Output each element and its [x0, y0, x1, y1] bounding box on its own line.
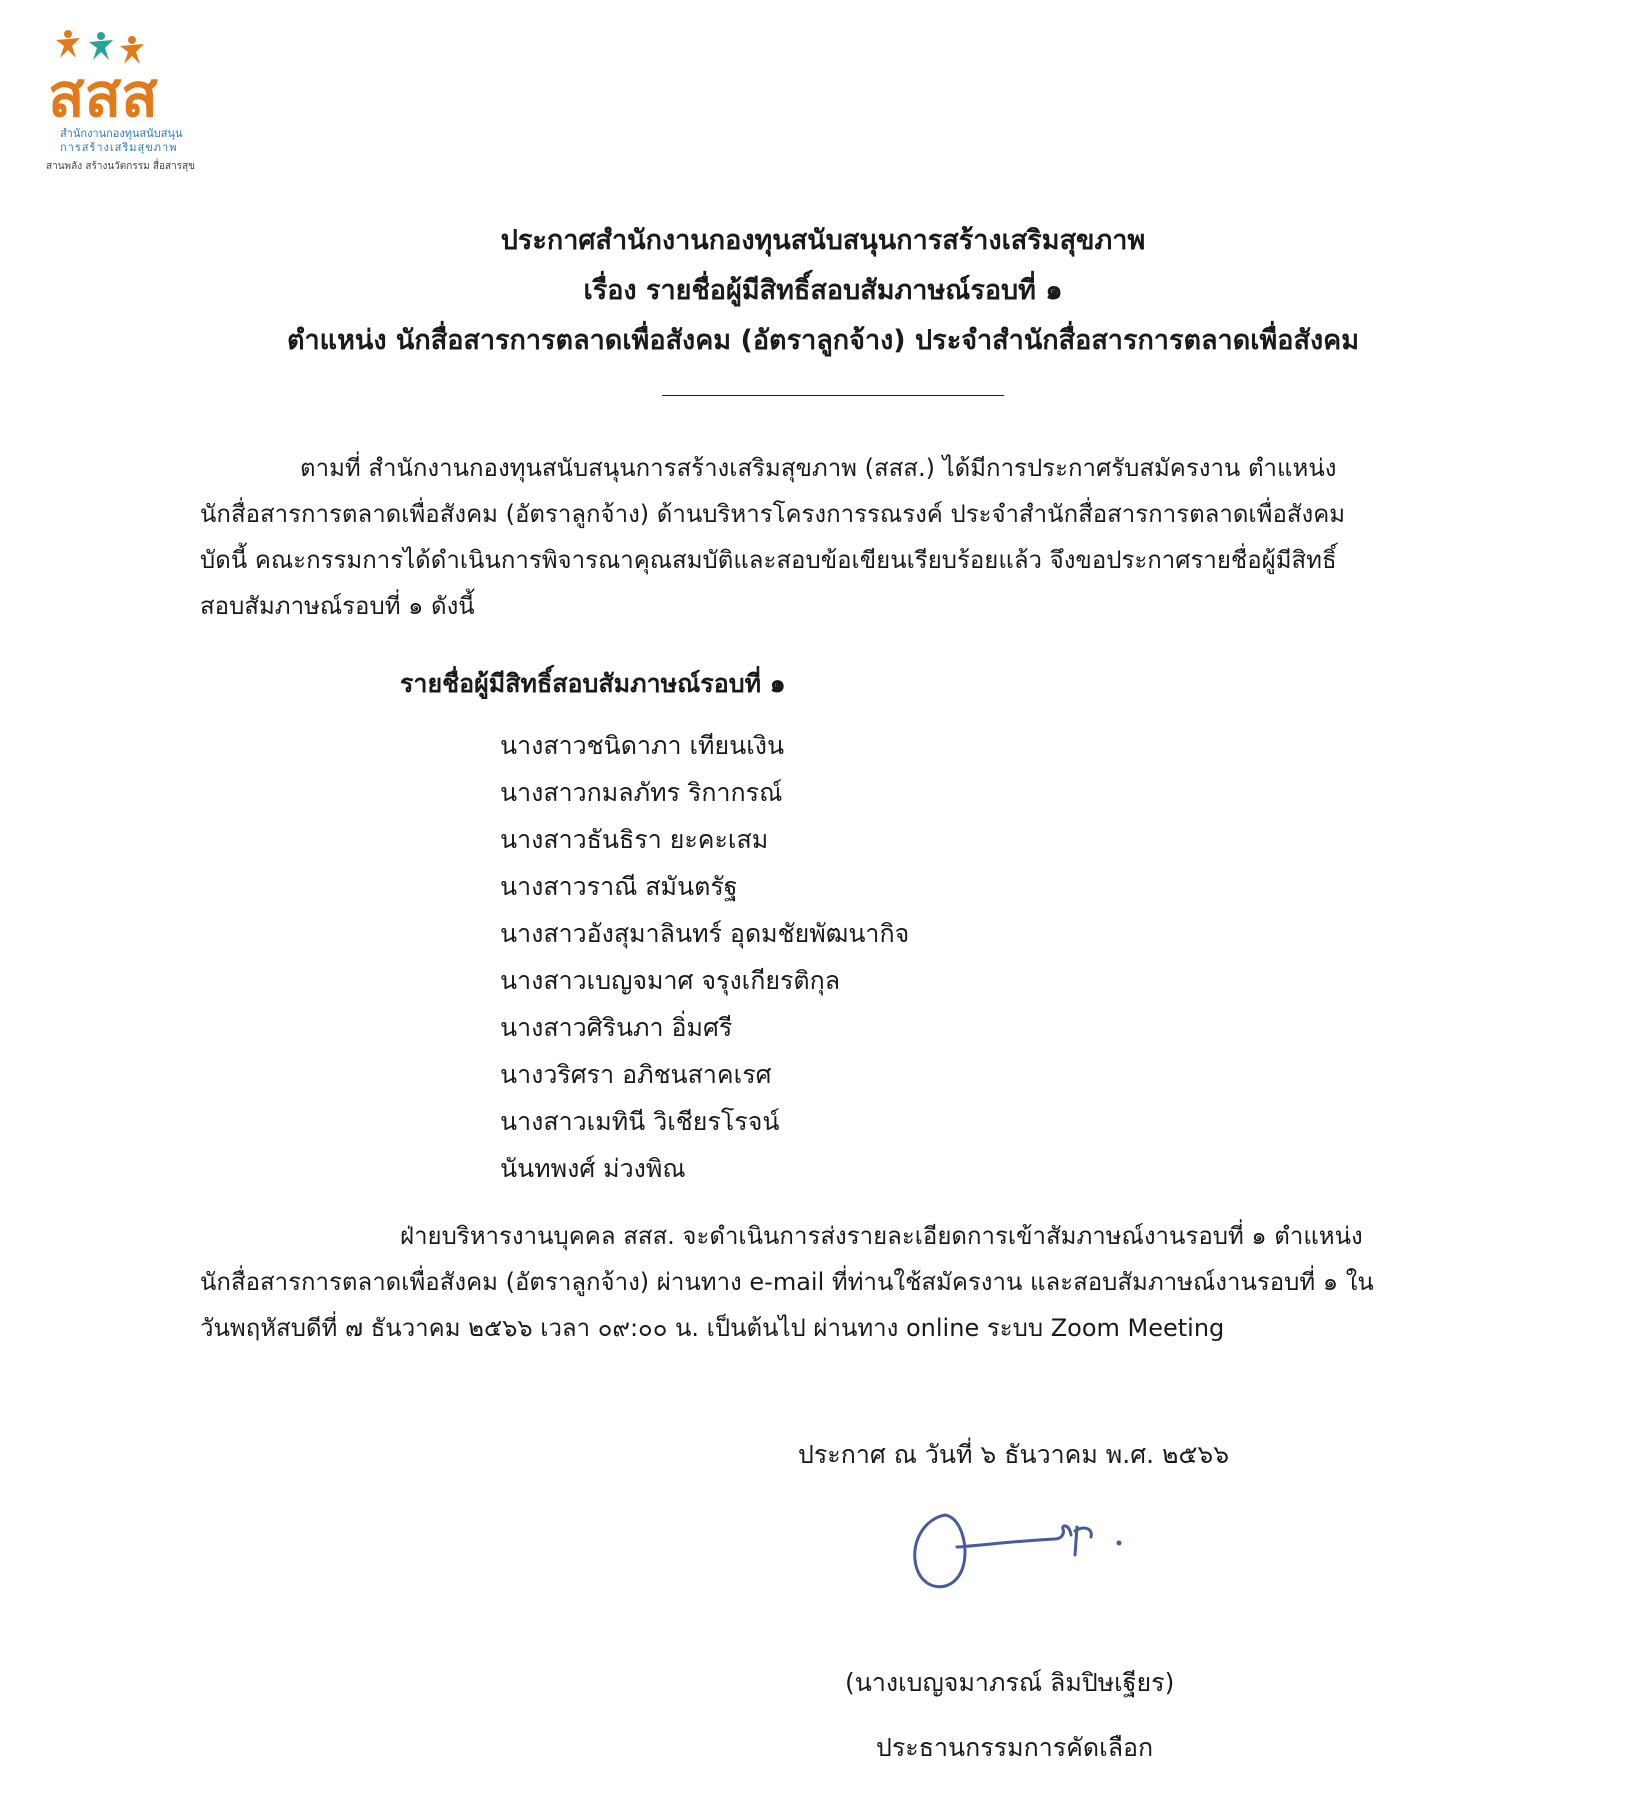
candidate-name: นางสาวเบญจมาศ จรุงเกียรติกุล	[500, 966, 841, 995]
slogan-part-1: สานพลัง	[46, 161, 83, 172]
candidate-name: นางสาวชนิดาภา เทียนเงิน	[500, 731, 785, 760]
candidate-name: นางสาวศิรินภา อิ่มศรี	[500, 1013, 733, 1042]
logo-wordmark: สสส	[48, 61, 158, 124]
candidate-name: นางวริศรา อภิชนสาคเรศ	[500, 1060, 772, 1089]
announcement-subject: เรื่อง รายชื่อผู้มีสิทธิ์สอบสัมภาษณ์รอบที่ ๑	[583, 275, 1063, 306]
details-line: วันพฤหัสบดีที่ ๗ ธันวาคม ๒๕๖๖ เวลา ๐๙:๐๐ น. เป็นต้นไป ผ่านทาง online ระบบ Zoom Meeting	[200, 1314, 1225, 1342]
candidate-name: นางสาวราณี สมันตรัฐ	[500, 872, 738, 901]
signer-role: ประธานกรรมการคัดเลือก	[876, 1733, 1154, 1762]
candidate-name: นางสาวอังสุมาลินทร์ อุดมชัยพัฒนากิจ	[500, 919, 910, 948]
candidate-name: นางสาวกมลภัทร ริกากรณ์	[500, 778, 783, 807]
candidate-name: นางสาวเมทินี วิเชียรโรจน์	[500, 1107, 780, 1136]
candidate-list-heading: รายชื่อผู้มีสิทธิ์สอบสัมภาษณ์รอบที่ ๑	[400, 669, 786, 698]
details-paragraph	[200, 1213, 1450, 1351]
announcement-date: ประกาศ ณ วันที่ ๖ ธันวาคม พ.ศ. ๒๕๖๖	[798, 1440, 1230, 1469]
intro-paragraph	[200, 445, 1450, 629]
figure-icon-right	[120, 36, 144, 64]
candidate-name: นางสาวธันธิรา ยะคะเสม	[500, 825, 769, 854]
intro-line: นักสื่อสารการตลาดเพื่อสังคม (อัตราลูกจ้าง) ด้านบริหารโครงการรณรงค์ ประจำสำนักสื่อสารการตลาดเพื่อสังคม	[200, 500, 1346, 528]
slogan-part-3: สื่อสารสุข	[152, 161, 195, 172]
organization-logo	[46, 28, 216, 178]
logo-graphic	[46, 28, 216, 124]
details-line: นักสื่อสารการตลาดเพื่อสังคม (อัตราลูกจ้าง) ผ่านทาง e-mail ที่ท่านใช้สมัครงาน และสอบสัมภาษณ์งานรอบที่ ๑ ใน	[200, 1268, 1374, 1296]
logo-org-line2: การสร้างเสริมสุขภาพ	[60, 141, 178, 154]
details-line: ฝ่ายบริหารงานบุคคล สสส. จะดำเนินการส่งรายละเอียดการเข้าสัมภาษณ์งานรอบที่ ๑ ตำแหน่ง	[400, 1222, 1363, 1250]
signer-name: (นางเบญจมาภรณ์ ลิมปิษเฐียร)	[845, 1668, 1175, 1697]
figure-icon-center	[89, 32, 113, 60]
slogan-part-2: สร้างนวัตกรรม	[85, 161, 150, 172]
announcement-title: ประกาศสำนักงานกองทุนสนับสนุนการสร้างเสริมสุขภาพ	[500, 225, 1146, 256]
candidate-list	[500, 722, 909, 1192]
announcement-position: ตำแหน่ง นักสื่อสารการตลาดเพื่อสังคม (อัตราลูกจ้าง) ประจำสำนักสื่อสารการตลาดเพื่อสังคม	[286, 325, 1360, 356]
title-divider	[662, 395, 1004, 396]
intro-line: ตามที่ สำนักงานกองทุนสนับสนุนการสร้างเสริมสุขภาพ (สสส.) ได้มีการประกาศรับสมัครงาน ตำแหน่ง	[300, 454, 1337, 482]
intro-line: สอบสัมภาษณ์รอบที่ ๑ ดังนี้	[200, 592, 475, 620]
signature-image	[905, 1495, 1145, 1600]
logo-org-line1: สำนักงานกองทุนสนับสนุน	[60, 127, 183, 140]
logo-slogan	[46, 159, 195, 174]
candidate-name: นันทพงศ์ ม่วงพิณ	[500, 1154, 686, 1183]
intro-line: บัดนี้ คณะกรรมการได้ดำเนินการพิจารณาคุณสมบัติและสอบข้อเขียนเรียบร้อยแล้ว จึงขอประกาศรายชื่อผู้มีสิทธิ์	[200, 546, 1337, 574]
figure-icon-left	[56, 30, 80, 58]
